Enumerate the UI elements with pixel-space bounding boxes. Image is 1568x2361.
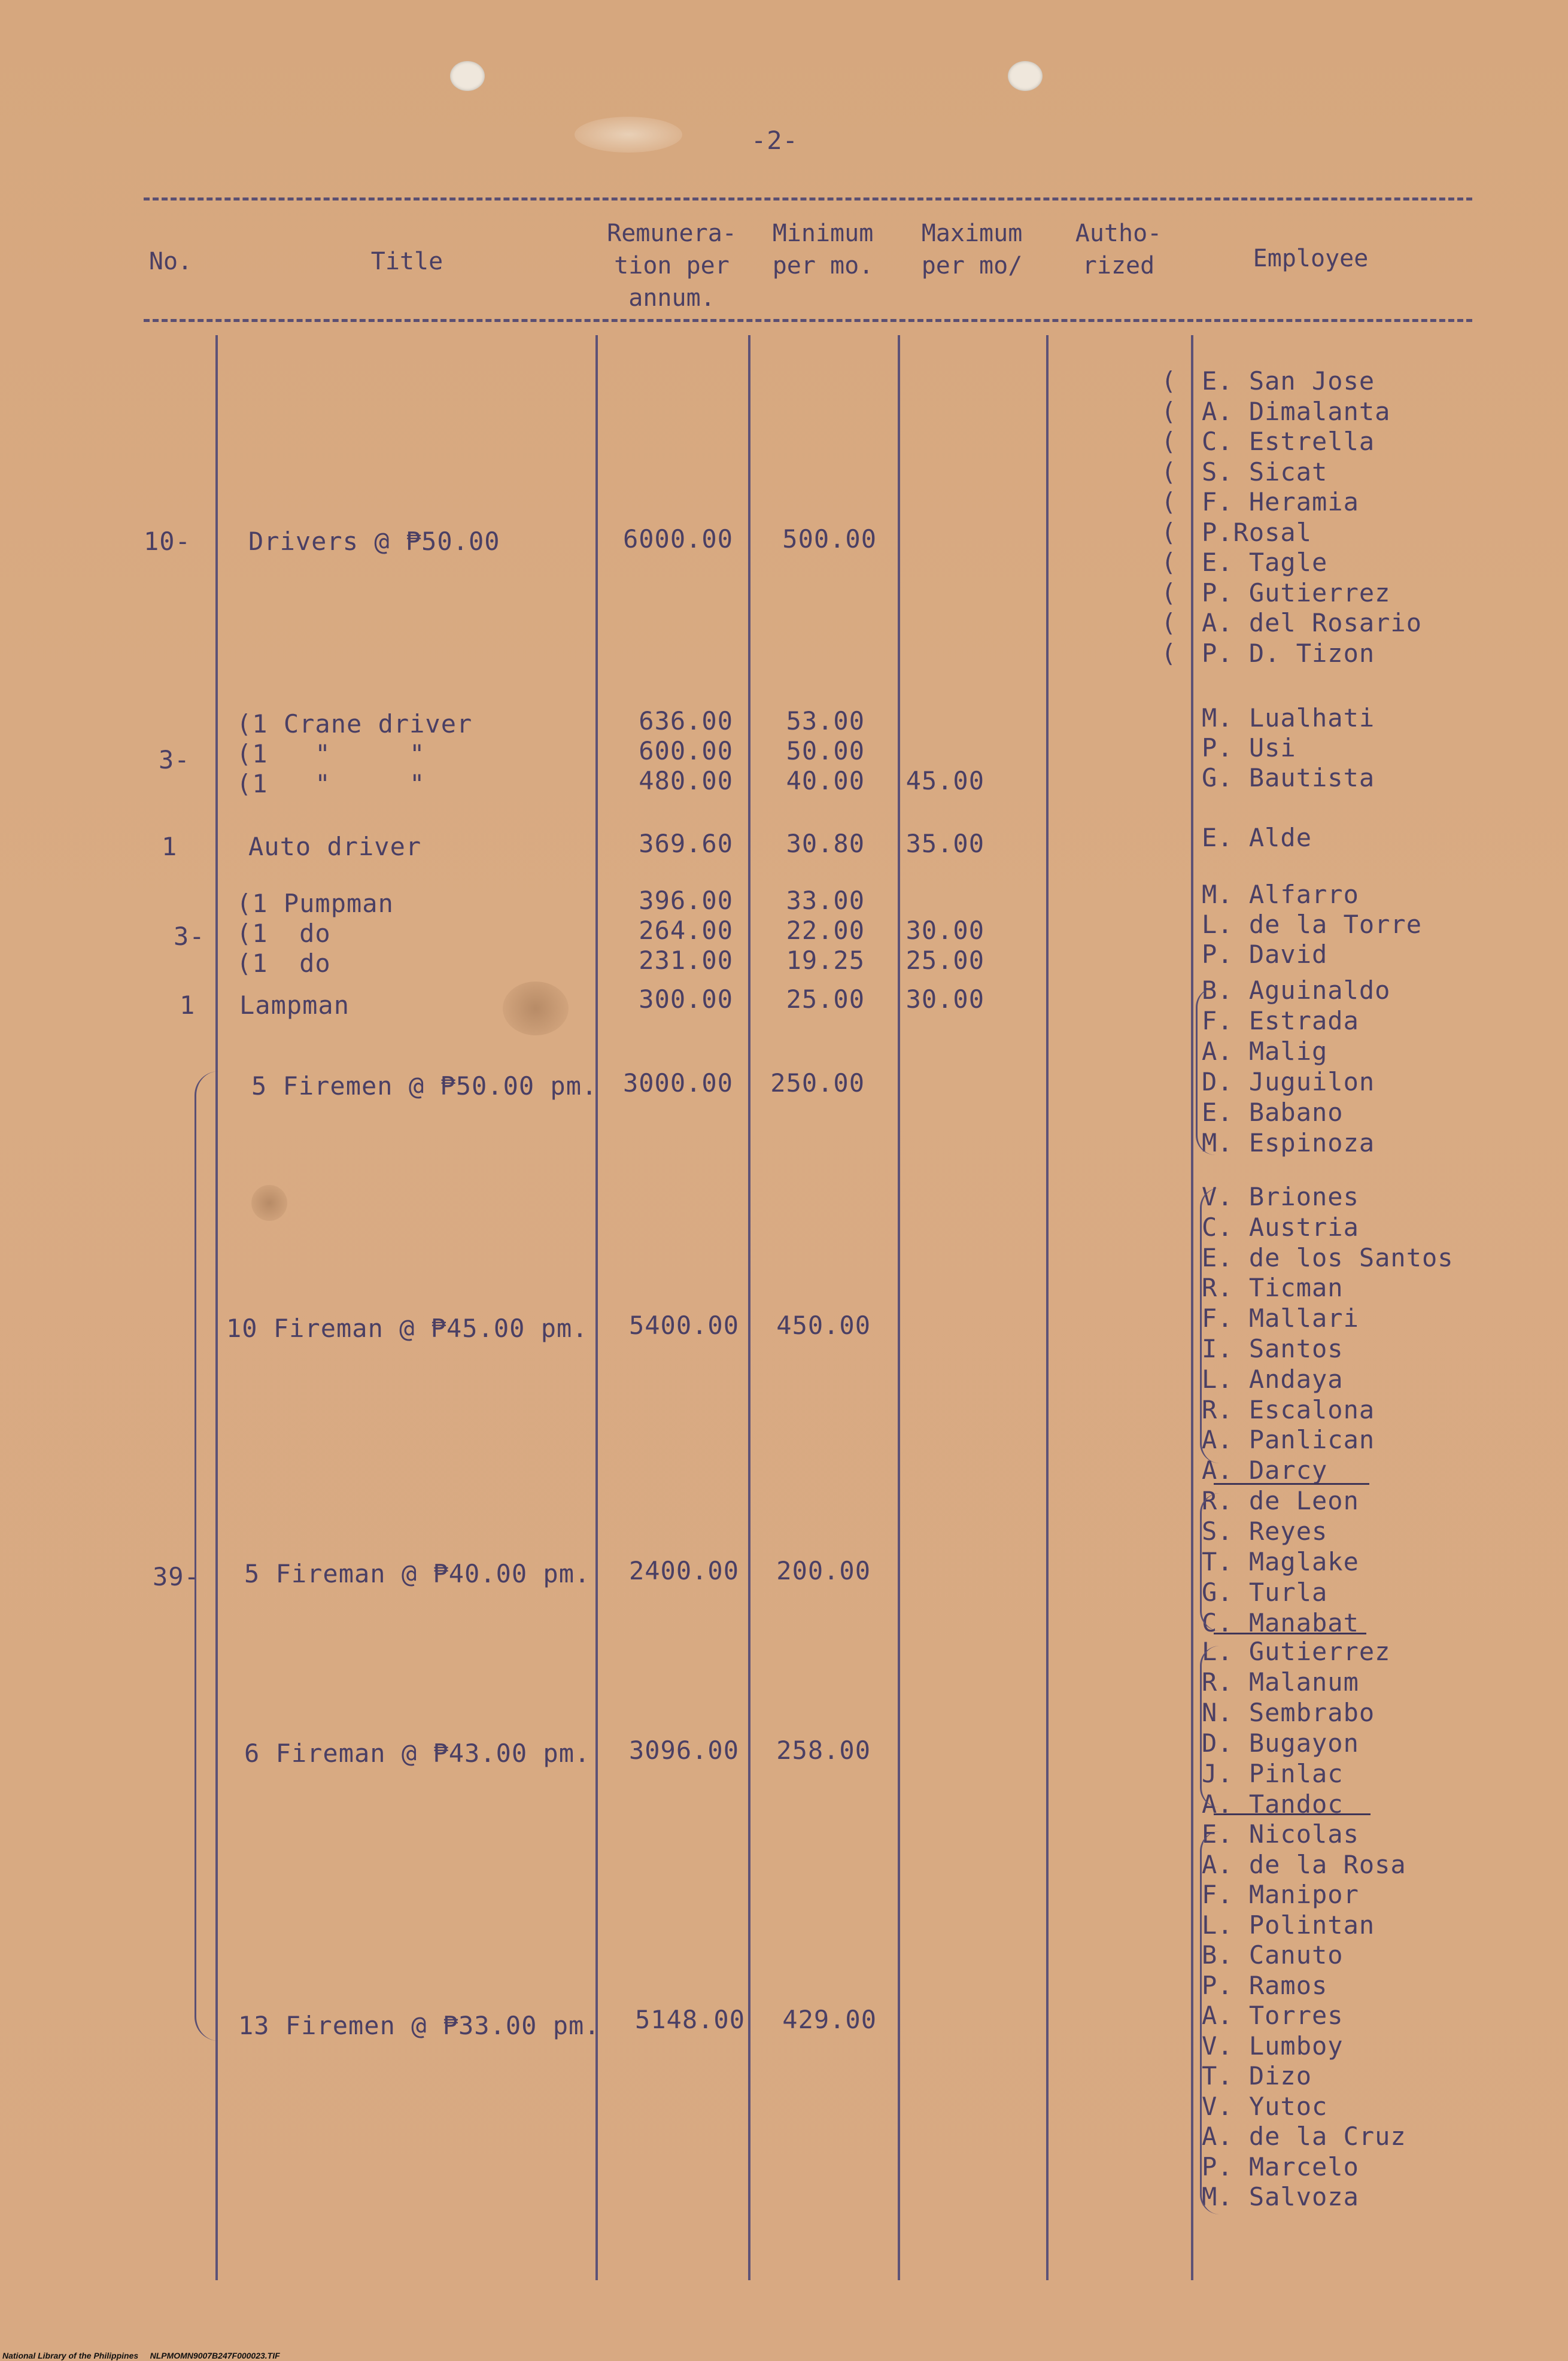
employee-bracket — [1200, 1188, 1220, 1463]
header-minimum: Minimum per mo. — [772, 220, 874, 279]
header-top-rule — [144, 197, 1472, 200]
employee-name: I. Santos — [1202, 1334, 1344, 1363]
employee-bracket — [1196, 987, 1215, 1155]
row-no: 1 — [162, 832, 178, 861]
row-remuneration: 480.00 — [639, 766, 733, 795]
row-remuneration: 5400.00 — [628, 1311, 739, 1340]
row-title: 5 Fireman @ ₱40.00 pm. — [244, 1559, 591, 1588]
employee-name: R. Malanum — [1202, 1667, 1359, 1697]
row-minimum: 25.00 — [786, 984, 865, 1014]
row-title: Auto driver — [248, 832, 422, 861]
employee-name: P. David — [1202, 940, 1328, 969]
row-no: 3- — [159, 745, 190, 774]
underline — [1214, 1633, 1366, 1634]
row-remuneration: 600.00 — [639, 736, 733, 765]
row-minimum: 33.00 — [786, 886, 865, 915]
employee-name: P. Gutierrez — [1202, 578, 1391, 607]
row-remuneration: 3000.00 — [622, 1068, 733, 1098]
employee-name: A. del Rosario — [1202, 608, 1423, 637]
employee-paren-mark: ( — [1161, 396, 1177, 426]
employee-bracket — [1200, 1831, 1220, 2214]
employee-name: A. de la Rosa — [1202, 1849, 1406, 1879]
row-title: Lampman — [239, 990, 350, 1020]
employee-name: A. Dimalanta — [1202, 396, 1391, 426]
employee-name: J. Pinlac — [1202, 1759, 1344, 1788]
employee-name: P.Rosal — [1202, 517, 1312, 547]
employee-name: F. Heramia — [1202, 487, 1359, 516]
row-minimum: 22.00 — [786, 916, 865, 945]
employee-name: E. San Jose — [1202, 366, 1375, 396]
employee-paren-mark: ( — [1161, 517, 1177, 547]
employee-name: F. Estrada — [1202, 1006, 1359, 1035]
header-title: Title — [370, 248, 443, 275]
employee-paren-mark: ( — [1161, 638, 1177, 668]
employee-name: V. Briones — [1202, 1182, 1359, 1211]
employee-paren-mark: ( — [1161, 548, 1177, 577]
employee-name: L. Andaya — [1202, 1364, 1344, 1394]
employee-name: F. Mallari — [1202, 1303, 1359, 1333]
employee-name: M. Salvoza — [1202, 2182, 1359, 2211]
column-divider — [595, 335, 598, 2280]
row-minimum: 450.00 — [776, 1311, 871, 1340]
column-divider — [748, 335, 750, 2280]
employee-name: P. Ramos — [1202, 1970, 1328, 2000]
row-title: (1 Crane driver — [236, 709, 473, 739]
employee-paren-mark: ( — [1161, 427, 1177, 456]
employee-name: R. Ticman — [1202, 1273, 1344, 1303]
employee-name: E. Nicolas — [1202, 1819, 1359, 1849]
employee-name: M. Lualhati — [1202, 703, 1375, 733]
employee-name: M. Alfarro — [1202, 880, 1359, 909]
employee-paren-mark: ( — [1161, 457, 1177, 487]
row-remuneration: 2400.00 — [628, 1556, 739, 1585]
row-minimum: 429.00 — [782, 2005, 877, 2034]
employee-paren-mark: ( — [1161, 578, 1177, 607]
employee-name: V. Yutoc — [1202, 2091, 1328, 2121]
row-title: 13 Firemen @ ₱33.00 pm. — [238, 2011, 600, 2040]
underline — [1214, 1483, 1369, 1485]
employee-name: C. Estrella — [1202, 427, 1375, 456]
employee-paren-mark: ( — [1161, 366, 1177, 396]
employee-name: A. Malig — [1202, 1037, 1328, 1066]
row-maximum: 30.00 — [905, 916, 984, 945]
row-minimum: 30.80 — [786, 829, 865, 858]
row-minimum: 200.00 — [776, 1556, 871, 1585]
employee-name: E. Alde — [1202, 823, 1312, 852]
employee-name: G. Turla — [1202, 1578, 1328, 1607]
row-title: (1 do — [236, 949, 331, 978]
header-remuneration: Remunera- tion per annum. — [607, 220, 737, 312]
row-remuneration: 5148.00 — [634, 2005, 745, 2034]
row-remuneration: 264.00 — [639, 916, 733, 945]
row-title: Drivers @ ₱50.00 — [248, 527, 500, 556]
employee-name: N. Sembrabo — [1202, 1698, 1375, 1727]
employee-name: P. D. Tizon — [1202, 638, 1375, 668]
firemen-group-bracket — [195, 1071, 232, 2041]
employee-name: G. Bautista — [1202, 763, 1375, 792]
row-minimum: 258.00 — [776, 1736, 871, 1765]
punch-hole-left — [450, 61, 485, 91]
row-title: (1 " " — [236, 739, 426, 768]
employee-name: E. Babano — [1202, 1098, 1344, 1127]
stain — [251, 1185, 287, 1221]
employee-bracket — [1200, 1646, 1220, 1807]
employee-name: E. de los Santos — [1202, 1242, 1454, 1272]
row-no: 3- — [174, 922, 205, 951]
employee-name: S. Reyes — [1202, 1517, 1328, 1546]
page-number: -2- — [751, 126, 798, 155]
stain — [575, 117, 682, 153]
row-remuneration: 369.60 — [639, 829, 733, 858]
employee-name: D. Juguilon — [1202, 1067, 1375, 1096]
employee-name: L. Polintan — [1202, 1910, 1375, 1940]
employee-name: B. Canuto — [1202, 1940, 1344, 1970]
row-remuneration: 6000.00 — [622, 524, 733, 554]
employee-name: A. Panlican — [1202, 1425, 1375, 1455]
row-minimum: 250.00 — [770, 1068, 865, 1098]
employee-name: L. Gutierrez — [1202, 1637, 1391, 1666]
header-no: No. — [148, 248, 193, 275]
row-maximum: 25.00 — [905, 946, 984, 975]
employee-name: F. Manipor — [1202, 1880, 1359, 1909]
row-remuneration: 231.00 — [639, 946, 733, 975]
employee-paren-mark: ( — [1161, 608, 1177, 637]
employee-name: P. Usi — [1202, 733, 1296, 762]
employee-name: L. de la Torre — [1202, 910, 1423, 939]
employee-name: A. Darcy — [1202, 1456, 1328, 1485]
row-remuneration: 396.00 — [639, 886, 733, 915]
employee-name: A. Tandoc — [1202, 1789, 1344, 1819]
column-divider — [1191, 335, 1193, 2280]
row-no: 10- — [144, 527, 191, 556]
column-divider — [898, 335, 900, 2280]
row-maximum: 35.00 — [905, 829, 984, 858]
employee-name: T. Dizo — [1202, 2061, 1312, 2090]
employee-name: R. Escalona — [1202, 1394, 1375, 1424]
employee-name: V. Lumboy — [1202, 2031, 1344, 2061]
row-maximum: 45.00 — [905, 766, 984, 795]
row-title: 6 Fireman @ ₱43.00 pm. — [244, 1739, 591, 1768]
row-title: (1 Pumpman — [236, 889, 394, 918]
employee-name: E. Tagle — [1202, 548, 1328, 577]
employee-name: A. de la Cruz — [1202, 2122, 1406, 2151]
row-minimum: 19.25 — [786, 946, 865, 975]
underline — [1214, 1813, 1371, 1815]
row-title: 10 Fireman @ ₱45.00 pm. — [226, 1314, 588, 1343]
row-maximum: 30.00 — [905, 984, 984, 1014]
employee-name: M. Espinoza — [1202, 1128, 1375, 1157]
employee-name: P. Marcelo — [1202, 2152, 1359, 2181]
header-maximum: Maximum per mo/ — [921, 220, 1023, 279]
employee-name: B. Aguinaldo — [1202, 976, 1391, 1005]
row-minimum: 50.00 — [786, 736, 865, 765]
header-authorized: Autho- rized — [1075, 220, 1162, 279]
employee-bracket — [1200, 1493, 1220, 1631]
employee-name: S. Sicat — [1202, 457, 1328, 487]
column-divider — [1046, 335, 1049, 2280]
row-title: (1 " " — [236, 769, 426, 798]
row-minimum: 53.00 — [786, 706, 865, 736]
row-remuneration: 3096.00 — [628, 1736, 739, 1765]
header-employee: Employee — [1253, 245, 1369, 272]
employee-name: T. Maglake — [1202, 1547, 1359, 1576]
employee-name: A. Torres — [1202, 2001, 1344, 2030]
punch-hole-right — [1008, 61, 1043, 91]
row-no: 1 — [180, 990, 196, 1020]
row-minimum: 500.00 — [782, 524, 877, 554]
employee-name: C. Austria — [1202, 1212, 1359, 1242]
row-minimum: 40.00 — [786, 766, 865, 795]
row-remuneration: 300.00 — [639, 984, 733, 1014]
employee-name: R. de Leon — [1202, 1486, 1359, 1515]
stain — [503, 982, 569, 1035]
row-no: 39- — [153, 1562, 200, 1591]
employee-name: D. Bugayon — [1202, 1728, 1359, 1758]
row-title: (1 do — [236, 919, 331, 948]
row-remuneration: 636.00 — [639, 706, 733, 736]
footer-caption: National Library of the Philippines NLPMOMN9007B247F000023.TIF — [2, 2351, 280, 2360]
row-title: 5 Firemen @ ₱50.00 pm. — [251, 1071, 598, 1101]
employee-name: C. Manabat — [1202, 1608, 1359, 1637]
header-bottom-rule — [144, 319, 1472, 322]
employee-paren-mark: ( — [1161, 487, 1177, 516]
